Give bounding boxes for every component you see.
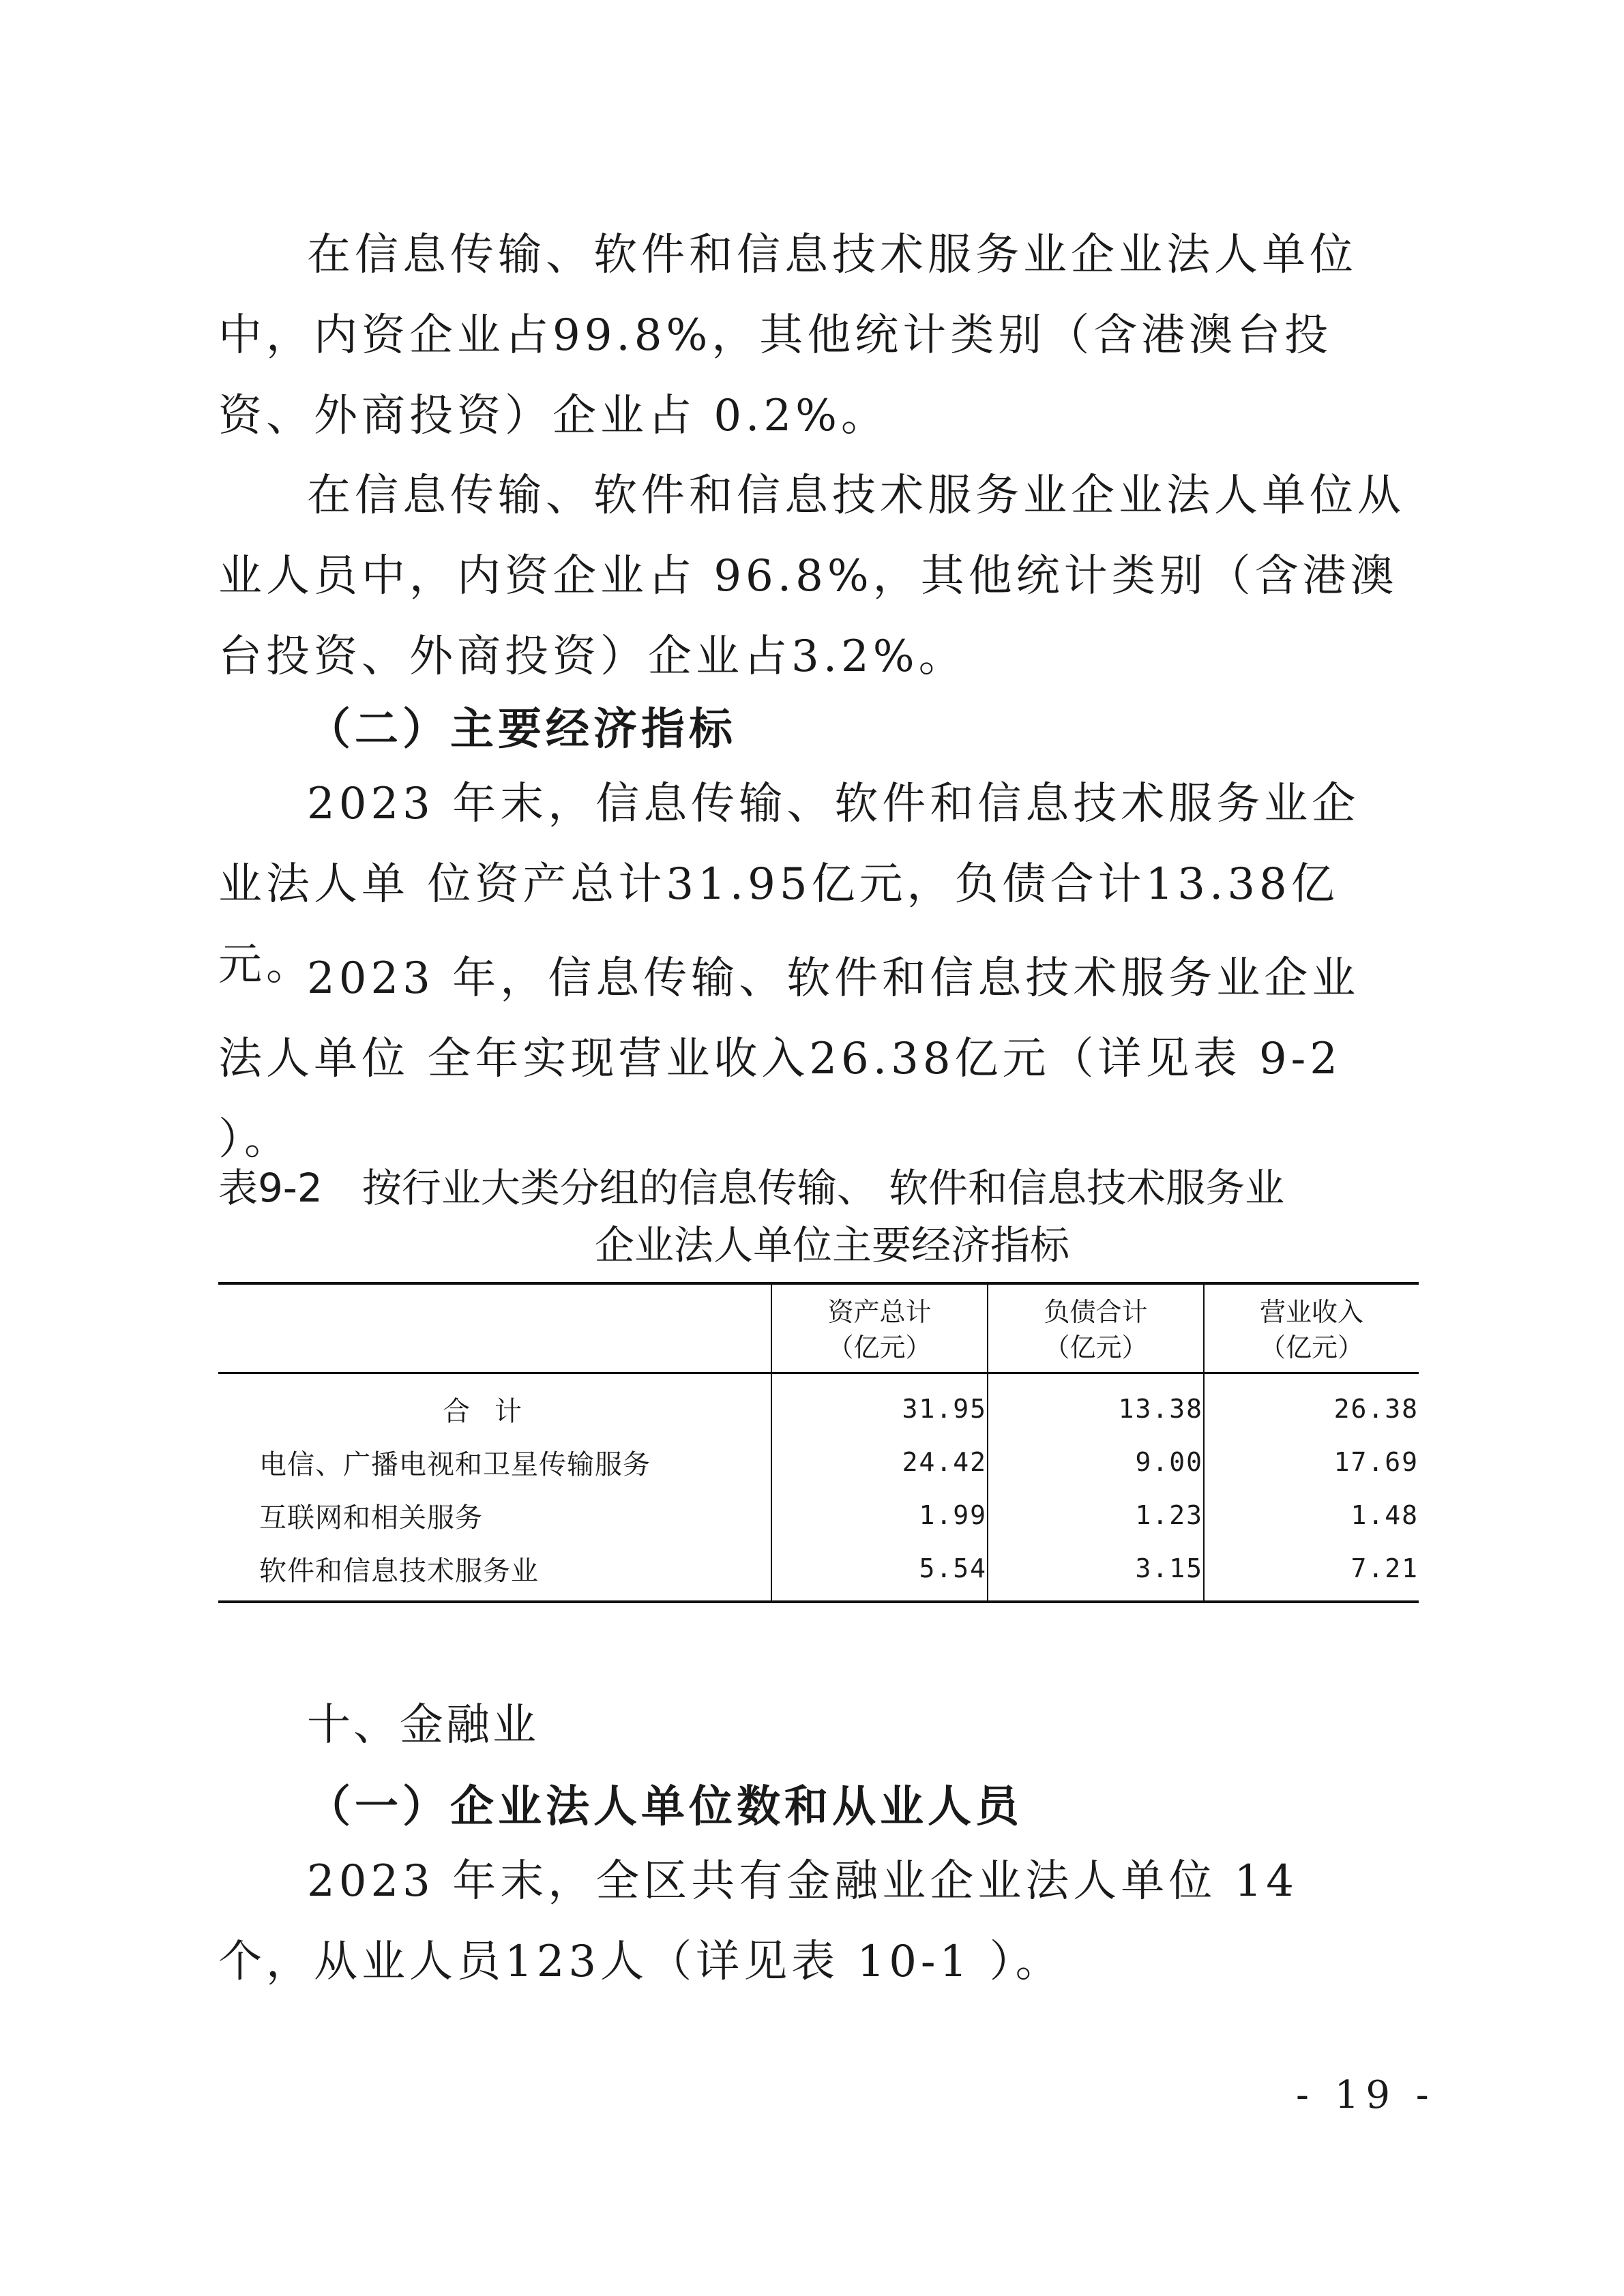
paragraph-domestic-employees: 在信息传输、软件和信息技术服务业企业法人单位从业人员中，内资企业占 96.8%，其他统计类别（含港澳台投资、外商投资）企业占3.2%。 [218,471,1405,682]
page-number: - 19 - [1296,2073,1436,2117]
header-total-assets: 资产总计 （亿元） [771,1283,988,1373]
table-row [218,1373,1419,1436]
cell-assets: 24.42 [771,1435,988,1489]
header-industry [218,1283,771,1373]
economic-indicators-table [218,1282,1419,1603]
cell-liabilities: 3.15 [988,1542,1204,1602]
cell-liabilities: 1.23 [988,1489,1204,1542]
paragraph-assets-liabilities: 2023 年末，信息传输、软件和信息技术服务业企业法人单 位资产总计31.95亿元，负债合计13.38亿元。 [218,779,1360,990]
cell-liabilities: 9.00 [988,1435,1204,1489]
header-operating-revenue: 营业收入 （亿元） [1204,1283,1419,1373]
table-title-line2: 企业法人单位主要经济指标 [594,1222,1069,1268]
table-title-line1: 表9-2 按行业大类分组的信息传输、 软件和信息技术服务业 [218,1165,1285,1211]
header-total-liabilities: 负债合计 （亿元） [988,1283,1204,1373]
row-label: 互联网和相关服务 [259,1502,483,1534]
row-label-total: 合计 [443,1395,546,1427]
row-label: 软件和信息技术服务业 [218,1542,771,1602]
table-header-row [218,1283,1419,1373]
table-title [218,1159,1419,1274]
cell-assets: 1.99 [771,1489,988,1542]
paragraph-finance-units: 2023 年末，全区共有金融业企业法人单位 14 个，从业人员123人（详见表 10-1 ）。 [218,1856,1298,1987]
cell-revenue: 1.48 [1204,1489,1419,1542]
heading-units-and-employees: （一）企业法人单位数和从业人员 [307,1781,1023,1832]
cell-revenue: 26.38 [1204,1373,1419,1436]
cell-assets: 5.54 [771,1542,988,1602]
paragraph-revenue: 2023 年，信息传输、软件和信息技术服务业企业法人单位 全年实现营业收入26.38亿元（详见表 9-2 ）。 [218,953,1360,1165]
cell-revenue: 7.21 [1204,1542,1419,1602]
table-row [218,1435,1419,1489]
paragraph-domestic-units: 在信息传输、软件和信息技术服务业企业法人单位中，内资企业占99.8%，其他统计类别（含港澳台投资、外商投资）企业占 0.2%。 [218,230,1357,441]
cell-revenue: 17.69 [1204,1435,1419,1489]
cell-liabilities: 13.38 [988,1373,1204,1436]
cell-assets: 31.95 [771,1373,988,1436]
table-row [218,1489,1419,1542]
table-row [218,1542,1419,1602]
row-label: 电信、广播电视和卫星传输服务 [259,1448,651,1480]
section-heading-finance: 十、金融业 [307,1700,539,1750]
heading-main-economic-indicators: （二）主要经济指标 [307,704,737,755]
